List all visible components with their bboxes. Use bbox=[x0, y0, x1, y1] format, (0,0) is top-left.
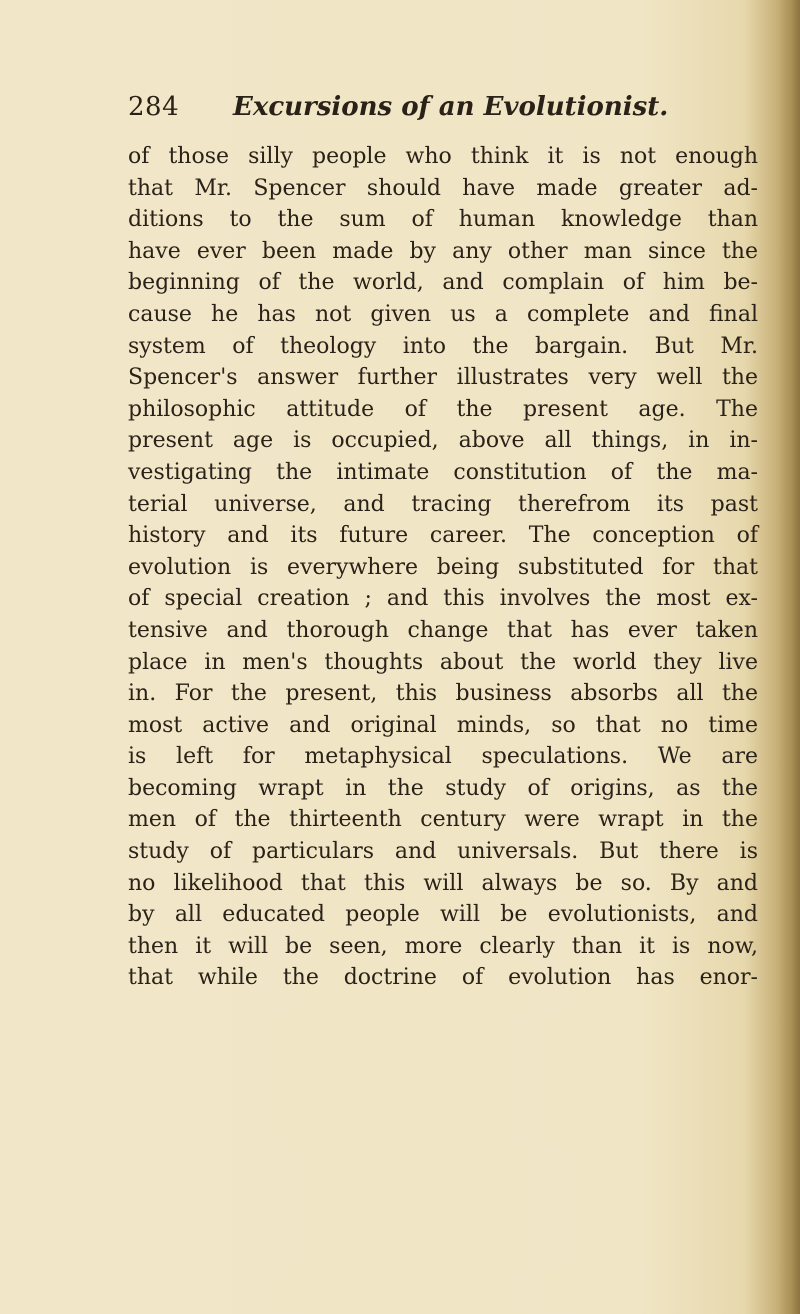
text-line: terial universe, and tracing therefrom its past bbox=[128, 491, 758, 517]
text-line: ditions to the sum of human knowledge than bbox=[128, 207, 758, 233]
text-line: no likelihood that this will always be so. By and bbox=[128, 870, 758, 896]
text-line: of special creation ; and this involves the most ex- bbox=[128, 586, 758, 612]
text-line: most active and original minds, so that no time bbox=[128, 712, 758, 738]
text-line: system of theology into the bargain. But Mr. bbox=[128, 333, 758, 359]
text-line: present age is occupied, above all things, in in- bbox=[128, 428, 758, 454]
body-text bbox=[128, 141, 758, 994]
text-line: tensive and thorough change that has ever taken bbox=[128, 617, 758, 643]
text-line: by all educated people will be evolutionists, and bbox=[128, 902, 758, 928]
running-title: Excursions of an Evolutionist. bbox=[233, 92, 669, 122]
page-edge-shadow bbox=[778, 0, 800, 1314]
text-line: vestigating the intimate constitution of the ma- bbox=[128, 459, 758, 485]
text-line: that Mr. Spencer should have made greater ad- bbox=[128, 175, 758, 201]
text-line: becoming wrapt in the study of origins, as the bbox=[128, 775, 758, 801]
text-line: have ever been made by any other man since the bbox=[128, 238, 758, 264]
text-line: is left for metaphysical speculations. We are bbox=[128, 744, 758, 770]
text-line: men of the thirteenth century were wrapt in the bbox=[128, 807, 758, 833]
text-line: place in men's thoughts about the world they live bbox=[128, 649, 758, 675]
text-line: study of particulars and universals. But there is bbox=[128, 839, 758, 865]
text-line: of those silly people who think it is not enough bbox=[128, 144, 758, 169]
text-line: in. For the present, this business absorbs all the bbox=[128, 681, 758, 707]
text-line: that while the doctrine of evolution has enor- bbox=[128, 965, 758, 991]
text-line: beginning of the world, and complain of him be- bbox=[128, 270, 758, 296]
text-line: then it will be seen, more clearly than it is now, bbox=[128, 933, 758, 959]
text-line: cause he has not given us a complete and final bbox=[128, 301, 758, 327]
text-line: philosophic attitude of the present age. The bbox=[128, 396, 758, 422]
text-line: evolution is everywhere being substituted for that bbox=[128, 554, 758, 580]
text-line: Spencer's answer further illustrates very well the bbox=[128, 365, 758, 391]
text-line: history and its future career. The conception of bbox=[128, 523, 758, 549]
page-number: 284 bbox=[128, 92, 180, 122]
page-header bbox=[128, 90, 748, 130]
